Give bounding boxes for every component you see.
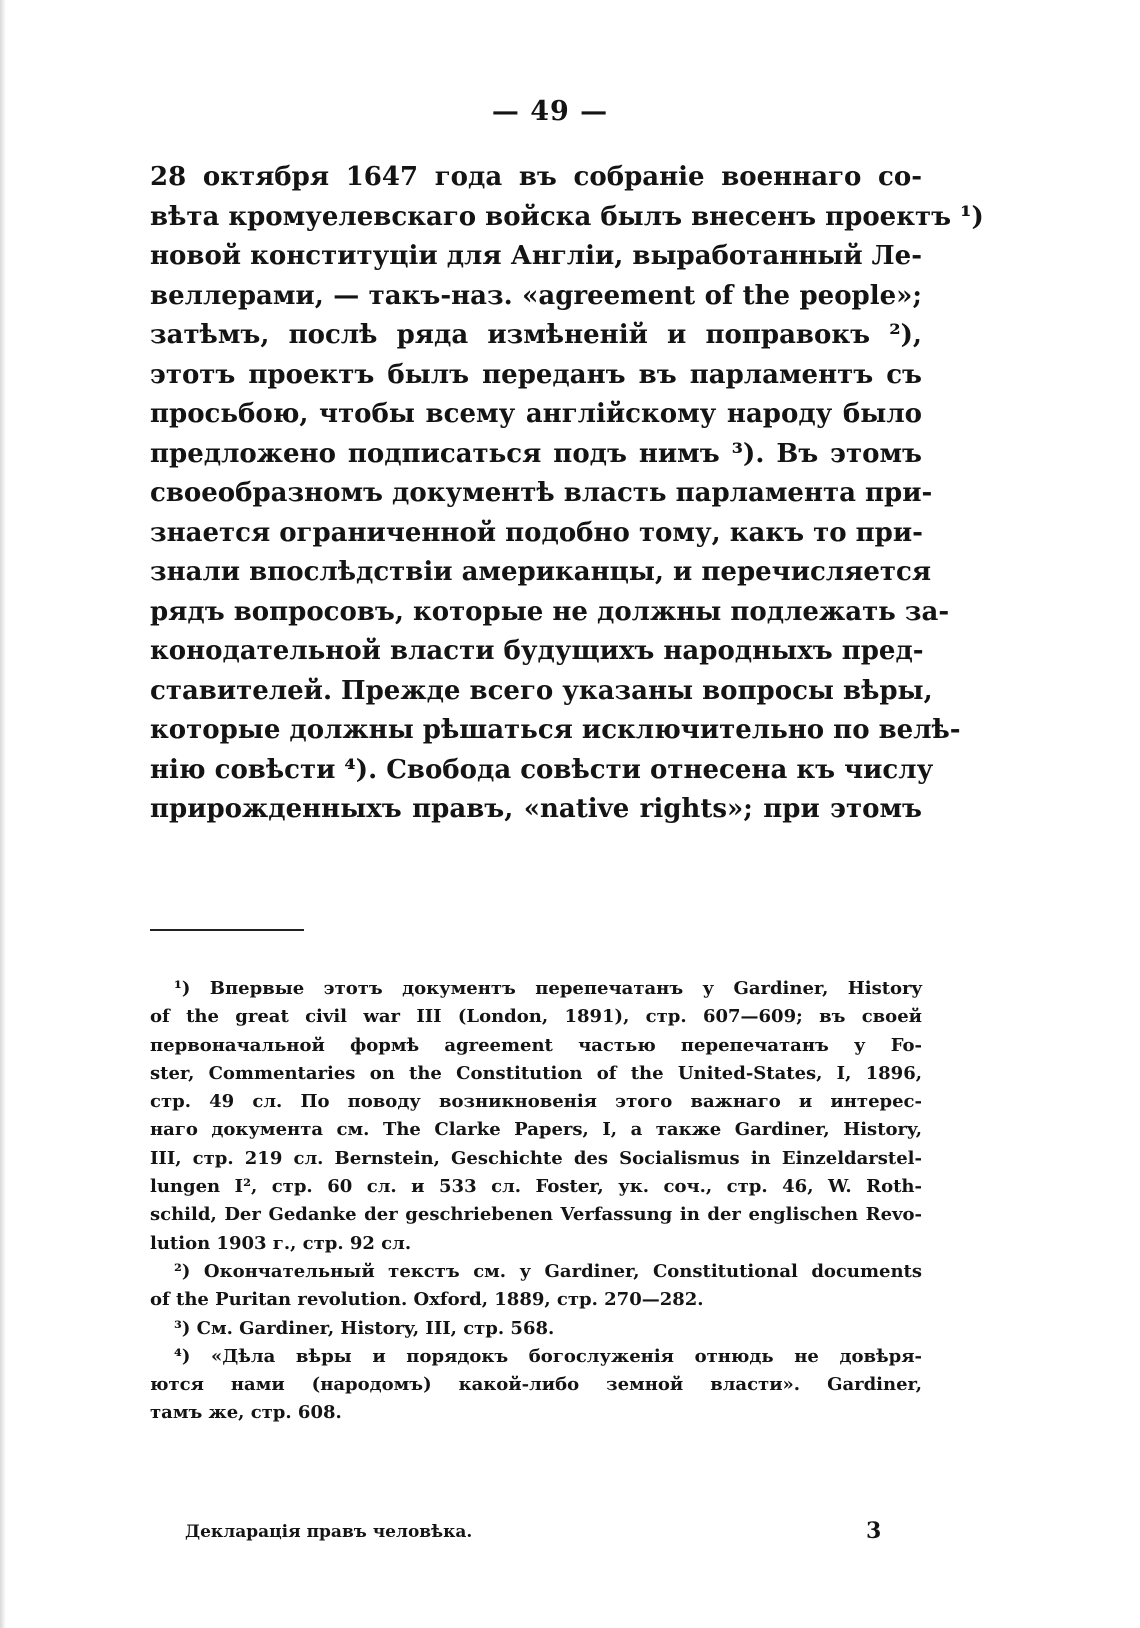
signature-mark: 3: [866, 1518, 882, 1544]
text-line: прирожденныхъ правъ, «native rights»; при этомъ: [150, 794, 922, 824]
text-line: ставителей. Прежде всего указаны вопросы вѣры,: [150, 675, 933, 706]
text-line: которые должны рѣшаться исключительно по велѣ-: [150, 715, 961, 745]
footnote-line: ³) См. Gardiner, History, III, стр. 568.: [174, 1317, 555, 1339]
text-line: рядъ вопросовъ, которые не должны подлежать за-: [150, 596, 950, 627]
footnote-line: стр. 49 сл. По поводу возникновенія этого важнаго и интерес-: [150, 1091, 922, 1113]
footnote-line: of the Puritan revolution. Oxford, 1889, стр. 270—282.: [150, 1289, 704, 1311]
footnote-line: lungen I², стр. 60 сл. и 533 сл. Foster, ук. соч., стр. 46, W. Roth-: [150, 1176, 922, 1198]
text-line: конодательной власти будущихъ народныхъ пред-: [150, 636, 924, 666]
footnote-line: тамъ же, стр. 608.: [150, 1402, 342, 1424]
text-line: предложено подписаться подъ нимъ ³). Въ этомъ: [150, 438, 922, 469]
text-line: нію совѣсти ⁴). Свобода совѣсти отнесена къ числу: [150, 754, 934, 785]
text-line: просьбою, чтобы всему англійскому народу было: [150, 399, 922, 429]
text-line: знали впослѣдствіи американцы, и перечисляется: [150, 557, 932, 587]
text-line: новой конституціи для Англіи, выработанный Ле-: [150, 241, 922, 271]
footnote-line: ster, Commentaries on the Constitution of the United-States, I, 1896,: [150, 1062, 922, 1084]
text-line: своеобразномъ документѣ власть парламента при-: [150, 478, 933, 508]
main-text: [150, 158, 984, 830]
footnotes: [150, 975, 922, 1428]
text-line: этотъ проектъ былъ переданъ въ парламентъ съ: [150, 359, 922, 390]
text-line: затѣмъ, послѣ ряда измѣненій и поправокъ ²),: [150, 320, 922, 350]
footnote-line: ⁴) «Дѣла вѣры и порядокъ богослуженія отнюдь не довѣря-: [174, 1345, 922, 1367]
page-number: — 49 —: [491, 96, 609, 127]
text-line: вѣта кромуелевскаго войска былъ внесенъ проектъ ¹): [150, 201, 984, 232]
text-line: знается ограниченной подобно тому, какъ то при-: [150, 517, 923, 548]
text-line: 28 октября 1647 года въ собраніе военнаго со-: [150, 162, 922, 192]
scan-edge: [0, 0, 6, 1628]
footnote-line: наго документа см. The Clarke Papers, I, а также Gardiner, History,: [150, 1119, 922, 1141]
footnote-line: ются нами (народомъ) какой-либо земной власти». Gardiner,: [150, 1374, 922, 1396]
footnote-line: of the great civil war III (London, 1891), стр. 607—609; въ своей: [150, 1006, 922, 1028]
footnote-divider: [150, 929, 304, 931]
footnote-line: ¹) Впервые этотъ документъ перепечатанъ у Gardiner, History: [174, 978, 922, 999]
footer-title: Декларація правъ человѣка.: [185, 1522, 473, 1542]
footnote-line: lution 1903 г., стр. 92 сл.: [150, 1232, 412, 1254]
text-line: веллерами, — такъ-наз. «agreement of the people»;: [150, 280, 922, 311]
footnote-line: ²) Окончательный текстъ см. у Gardiner, Constitutional documents: [174, 1260, 922, 1282]
footnote-line: III, стр. 219 сл. Bernstein, Geschichte des Socialismus in Einzeldarstel-: [150, 1147, 922, 1169]
footnote-line: schild, Der Gedanke der geschriebenen Verfassung in der englischen Revo-: [150, 1204, 922, 1226]
footnote-line: первоначальной формѣ agreement частью перепечатанъ у Fo-: [150, 1034, 922, 1056]
